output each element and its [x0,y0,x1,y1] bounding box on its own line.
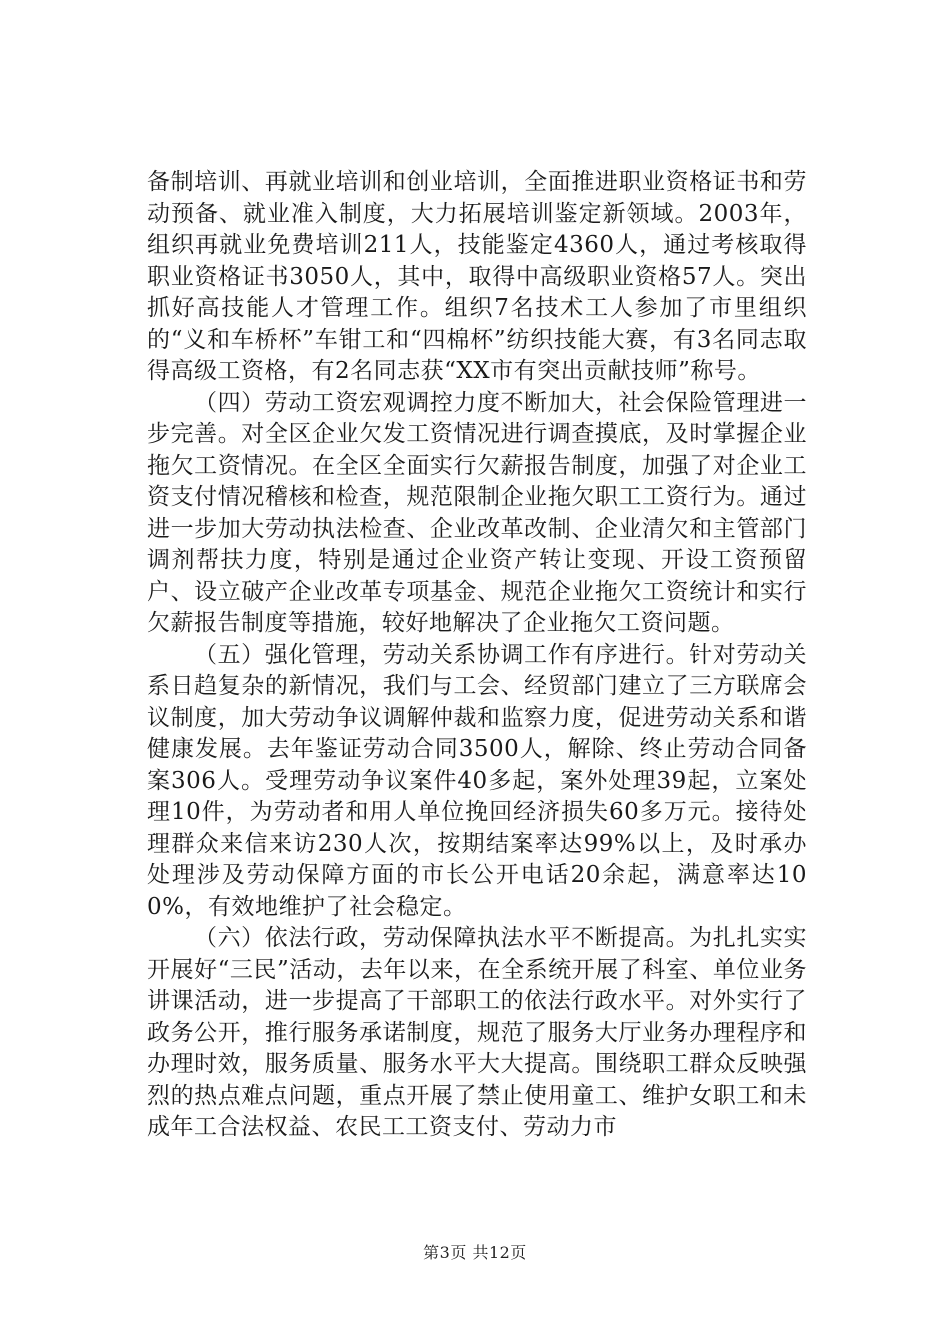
paragraph-section-6: （六）依法行政，劳动保障执法水平不断提高。为扎扎实实开展好“三民”活动，去年以来，在全系统开展了科室、单位业务讲课活动，进一步提高了干部职工的依法行政水平。对外实行了政务公开，推行服务承诺制度，规范了服务大厅业务办理程序和办理时效，服务质量、服务水平大大提高。围绕职工群众反映强烈的热点难点问题，重点开展了禁止使用童工、维护女职工和未成年工合法权益、农民工工资支付、劳动力市 [147,925,807,1140]
paragraph-section-4: （四）劳动工资宏观调控力度不断加大，社会保险管理进一步完善。对全区企业欠发工资情况进行调查摸底，及时掌握企业拖欠工资情况。在全区全面实行欠薪报告制度，加强了对企业工资支付情况稽核和检查，规范限制企业拖欠职工工资行为。通过进一步加大劳动执法检查、企业改革改制、企业清欠和主管部门调剂帮扶力度，特别是通过企业资产转让变现、开设工资预留户、设立破产企业改革专项基金、规范企业拖欠工资统计和实行欠薪报告制度等措施，较好地解决了企业拖欠工资问题。 [147,389,807,636]
paragraph-training: 备制培训、再就业培训和创业培训，全面推进职业资格证书和劳动预备、就业准入制度，大力拓展培训鉴定新领域。2003年，组织再就业免费培训211人，技能鉴定4360人，通过考核取得职业资格证书3050人，其中，取得中高级职业资格57人。突出抓好高技能人才管理工作。组织7名技术工人参加了市里组织的“义和车桥杯”车钳工和“四棉杯”纺织技能大赛，有3名同志取得高级工资格，有2名同志获“XX市有突出贡献技师”称号。 [147,169,807,384]
page-number-footer: 第3页 共12页 [423,1243,527,1262]
paragraph-section-5: （五）强化管理，劳动关系协调工作有序进行。针对劳动关系日趋复杂的新情况，我们与工会、经贸部门建立了三方联席会议制度，加大劳动争议调解仲裁和监察力度，促进劳动关系和谐健康发展。去年鉴证劳动合同3500人，解除、终止劳动合同备案306人。受理劳动争议案件40多起，案外处理39起，立案处理10件，为劳动者和用人单位挽回经济损失60多万元。接待处理群众来信来访230人次，按期结案率达99%以上，及时承办处理涉及劳动保障方面的市长公开电话20余起，满意率达100%，有效地维护了社会稳定。 [147,641,807,920]
document-body [147,167,807,1144]
